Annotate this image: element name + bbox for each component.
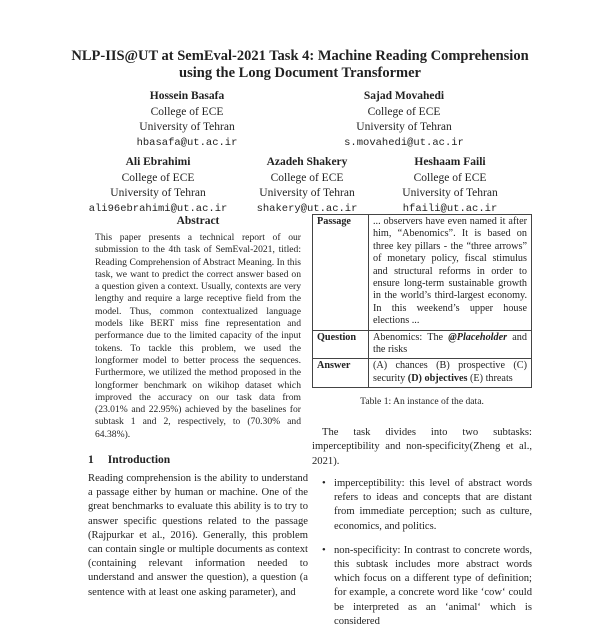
data-instance-table — [312, 214, 532, 388]
section-heading: 1 Introduction — [88, 454, 171, 467]
author-email[interactable]: s.movahedi@ut.ac.ir — [344, 136, 464, 149]
table-row: Passage ... observers have even named it after him, “Abenomics”. It is based on three key pillars - the “three arrows” of monetary policy, fiscal stimulus and structural reforms in order to ensure long-term sustainable growth in the world’s third-largest economy. In this weekend’s upper house elections ... — [313, 215, 532, 331]
author-block: Sajad Movahedi College of ECE University of Tehran s.movahedi@ut.ac.ir — [329, 89, 479, 151]
list-item: • non-specificity: In contrast to concrete words, this subtask includes more abstract words which focus on a different type of definition; for example, a concrete word like ‘cow‘ could be interpreted as an ‘animal‘ which is considered — [322, 544, 532, 627]
author-block: Azadeh Shakery College of ECE University of Tehran shakery@ut.ac.ir — [232, 155, 382, 217]
author-email[interactable]: ali96ebrahimi@ut.ac.ir — [88, 202, 228, 215]
right-column — [312, 214, 532, 639]
abstract-text: This paper presents a technical report of our submission to the 4th task of SemEval-2021, titled: Reading Comprehension of Abstract Meaning. In this task, we want to predict the correct answer based on a question given a context. Usually, contexts are very lengthy and require a large receptive field from the model. Thus, common contextualized language models like BERT miss fine representation and performance due to the limited capacity of the input tokens. To tackle this problem, we used the longformer model to better process the sequences. Furthermore, we utilized the method proposed in the longformer benchmark on wikihop dataset which improved the accuracy on our task data from (23.01% and 22.95%) achieved by the baselines for subtask 1 and 2, respectively, to (70.30% and 64.38%). — [95, 232, 301, 440]
author-block: Hossein Basafa College of ECE University of Tehran hbasafa@ut.ac.ir — [112, 89, 262, 151]
bullet-icon: • — [322, 477, 326, 489]
list-item: • imperceptibility: this level of abstract words refers to ideas and concepts that are distant from immediate perception; such as culture, economics, and politics. — [322, 477, 532, 532]
author-email[interactable]: hfaili@ut.ac.ir — [402, 202, 498, 215]
subtask-list — [312, 477, 532, 639]
table-caption: Table 1: An instance of the data. — [360, 396, 484, 408]
author-block: Heshaam Faili College of ECE University of Tehran hfaili@ut.ac.ir — [375, 155, 525, 217]
author-block: Ali Ebrahimi College of ECE University of Tehran ali96ebrahimi@ut.ac.ir — [83, 155, 233, 217]
table-row: Question Abenomics: The @Placeholder and the risks — [313, 330, 532, 359]
left-column — [88, 214, 308, 600]
author-email[interactable]: shakery@ut.ac.ir — [256, 202, 358, 215]
table-row: Answer (A) chances (B) prospective (C) security (D) objectives (E) threats — [313, 359, 532, 388]
abstract-heading: Abstract — [176, 215, 220, 227]
paper-title: NLP-IIS@UT at SemEval-2021 Task 4: Machine Reading Comprehension using the Long Document Transformer — [71, 48, 529, 81]
author-email[interactable]: hbasafa@ut.ac.ir — [136, 136, 238, 149]
intro-paragraph: Reading comprehension is the ability to understand a passage either by human or machine. One of the great benchmarks to evaluate this ability is to try to answer specific questions related to the passage (Rajpurkar et al., 2016). Generally, this problem can contain single or multiple documents as context (containing relevant information needed to understand and answer the question), a question (a sentence with at least one asking parameter), and — [88, 473, 308, 598]
bullet-icon: • — [322, 544, 326, 556]
task-paragraph: The task divides into two subtasks: imperceptibility and non-specificity(Zheng et al., 2021). — [312, 427, 532, 467]
